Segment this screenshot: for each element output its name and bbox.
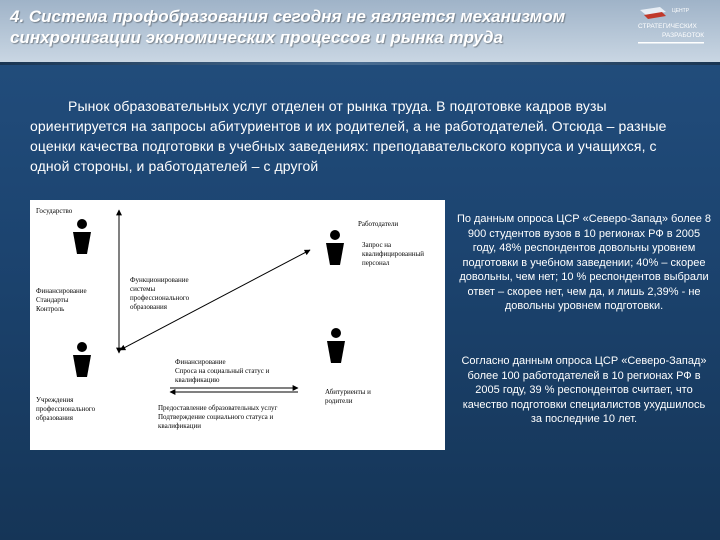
- label-state: Государство: [36, 207, 73, 215]
- person-state-icon: [73, 219, 91, 254]
- label-services: Предоставление образовательных услуг Подтверждение социального статуса и квалификации: [158, 404, 278, 430]
- logo-text-line2: СТРАТЕГИЧЕСКИХ: [638, 23, 697, 30]
- label-request: Запрос на квалифицированный персонал: [362, 241, 425, 267]
- slide-title: 4. Система профобразования сегодня не является механизмом синхронизации экономических процессов и рынка труда: [10, 7, 566, 47]
- label-employers: Работодатели: [358, 220, 399, 228]
- label-institutions: Учреждения профессионального образования: [36, 396, 96, 422]
- label-system-functioning: Функционирование системы профессионального образования: [130, 276, 190, 311]
- person-employers-icon: [326, 230, 344, 265]
- survey-employers-text: Согласно данным опроса ЦСР «Северо-Запад» более 100 работодателей в 10 регионах РФ в 2005 году, 39 % респондентов считает, что качество подготовки специалистов ухудшилось за последние 10 лет.: [461, 355, 707, 425]
- intro-paragraph: [30, 96, 690, 176]
- slide-header: [0, 0, 720, 62]
- csr-logo: [632, 6, 712, 54]
- label-applicants: Абитуриенты и родители: [325, 388, 371, 405]
- intro-text: Рынок образовательных услуг отделен от рынка труда. В подготовке кадров вузы ориентируется на запросы абитуриентов и их родителей, а не работодателей. Отсюда – разные оценки качества подготовки в учебных заведениях: преподавательского корпуса и учащихся, с одной стороны, и работодателей – с другой: [30, 98, 667, 174]
- survey-students-text: По данным опроса ЦСР «Северо-Запад» более 8 900 студентов вузов в 10 регионах РФ в 2005 году, 48% респондентов довольны уровнем подготовки в учебном заведении; 40% – скорее довольны, чем нет; 10 % респондентов выбрали ответ – скорее нет, чем да, и лишь 2,39% - не довольны уровнем подготовки.: [456, 213, 712, 312]
- logo-text-line1: ЦЕНТР: [672, 8, 690, 14]
- label-state-functions: Финансирование Стандарты Контроль: [36, 287, 87, 313]
- person-institutions-icon: [73, 342, 91, 377]
- person-applicants-icon: [327, 328, 345, 363]
- logo-rule: [638, 42, 704, 44]
- label-financing-demand: Финансирование Спроса на социальный статус и квалификацию: [175, 358, 270, 384]
- header-divider: [0, 62, 720, 65]
- scheme-diagram: [30, 200, 445, 450]
- logo-text-line3: РАЗРАБОТОК: [662, 32, 705, 39]
